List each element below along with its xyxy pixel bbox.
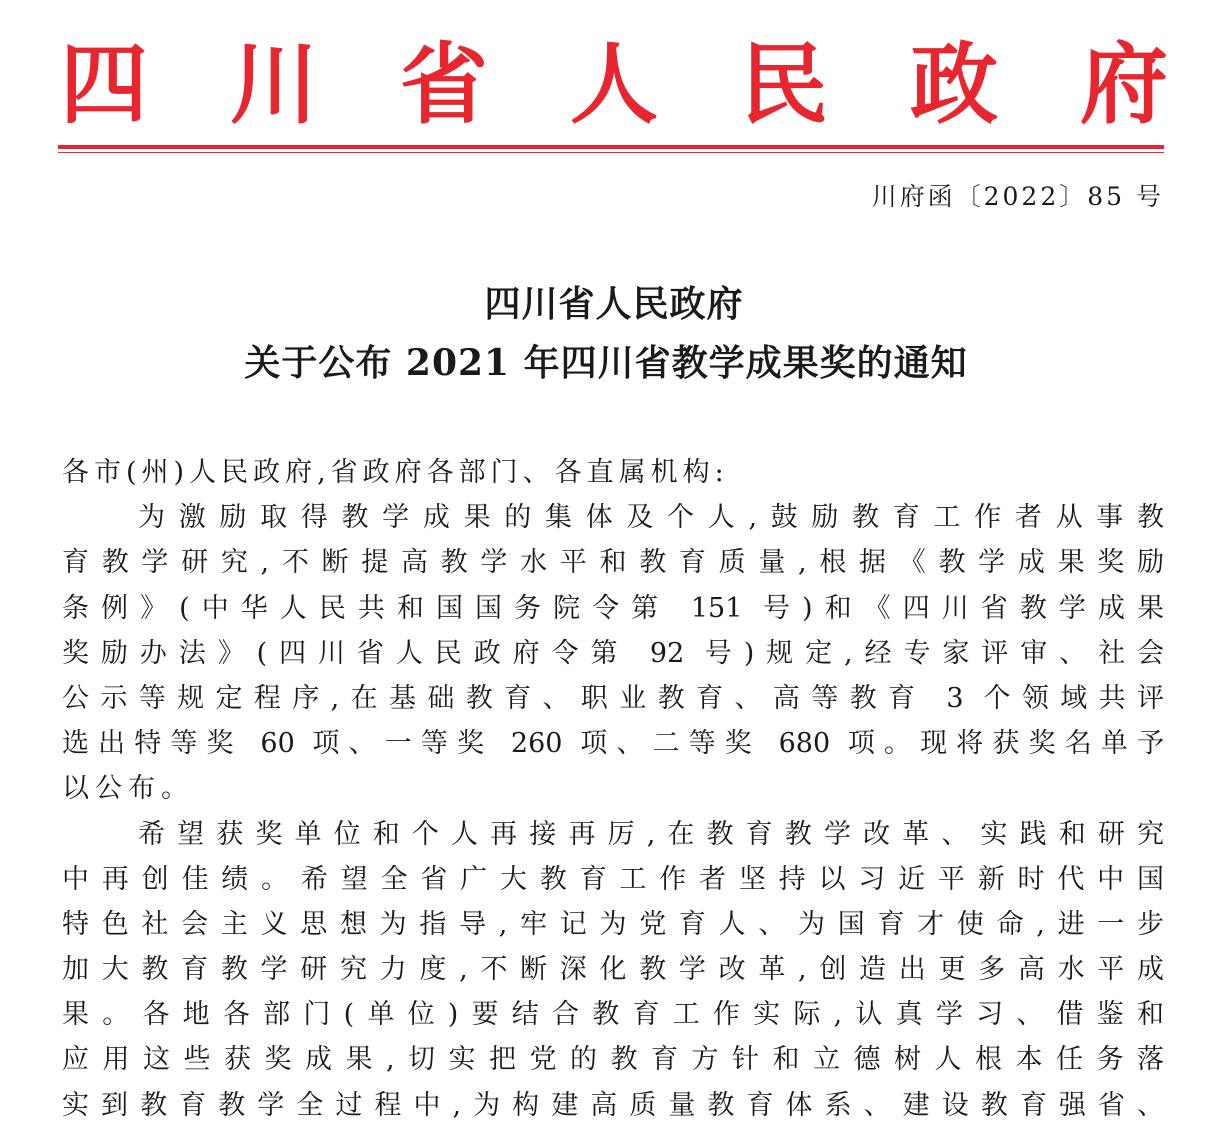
salutation: 各市(州)人民政府,省政府各部门、各直属机构:	[62, 457, 729, 488]
body-line: 奖励办法》(四川省人民政府令第 92 号)规定,经专家评审、社会	[62, 637, 1164, 669]
body-line: 希望获奖单位和个人再接再厉,在教育教学改革、实践和研究	[138, 818, 1164, 850]
body-line: 公示等规定程序,在基础教育、职业教育、高等教育 3 个领域共评	[62, 682, 1164, 714]
paragraph-2	[62, 812, 1164, 1127]
body-line: 特色社会主义思想为指导,牢记为党育人、为国育才使命,进一步	[62, 908, 1164, 940]
issuer-red-header: 四 川 省 人 民 政 府	[60, 32, 1168, 136]
red-separator-rule	[58, 145, 1164, 149]
document-title-line-2: 关于公布 2021 年四川省教学成果奖的通知	[244, 342, 968, 384]
body-line: 为激励取得教学成果的集体及个人,鼓励教育工作者从事教	[138, 502, 1164, 534]
document-body	[62, 450, 1164, 1127]
paragraph-1	[62, 495, 1164, 811]
document-title-line-1: 四川省人民政府	[484, 283, 744, 325]
red-separator-rule-thin	[58, 152, 1164, 153]
body-line: 中再创佳绩。希望全省广大教育工作者坚持以习近平新时代中国	[62, 863, 1164, 895]
body-line: 育教学研究,不断提高教学水平和教育质量,根据《教学成果奖励	[62, 547, 1164, 579]
body-line: 条例》(中华人民共和国国务院令第 151 号)和《四川省教学成果	[62, 592, 1164, 624]
document-number: 川府函〔2022〕85 号	[871, 182, 1164, 211]
body-line: 应用这些获奖成果,切实把党的教育方针和立德树人根本任务落	[62, 1044, 1164, 1076]
body-line: 加大教育教学研究力度,不断深化教学改革,创造出更多高水平成	[62, 954, 1164, 986]
body-line: 以公布。	[62, 773, 194, 805]
body-line: 果。各地各部门(单位)要结合教育工作实际,认真学习、借鉴和	[62, 999, 1164, 1031]
body-line: 选出特等奖 60 项、一等奖 260 项、二等奖 680 项。现将获奖名单予	[62, 728, 1164, 760]
body-line: 实到教育教学全过程中,为构建高质量教育体系、建设教育强省、	[62, 1089, 1164, 1121]
